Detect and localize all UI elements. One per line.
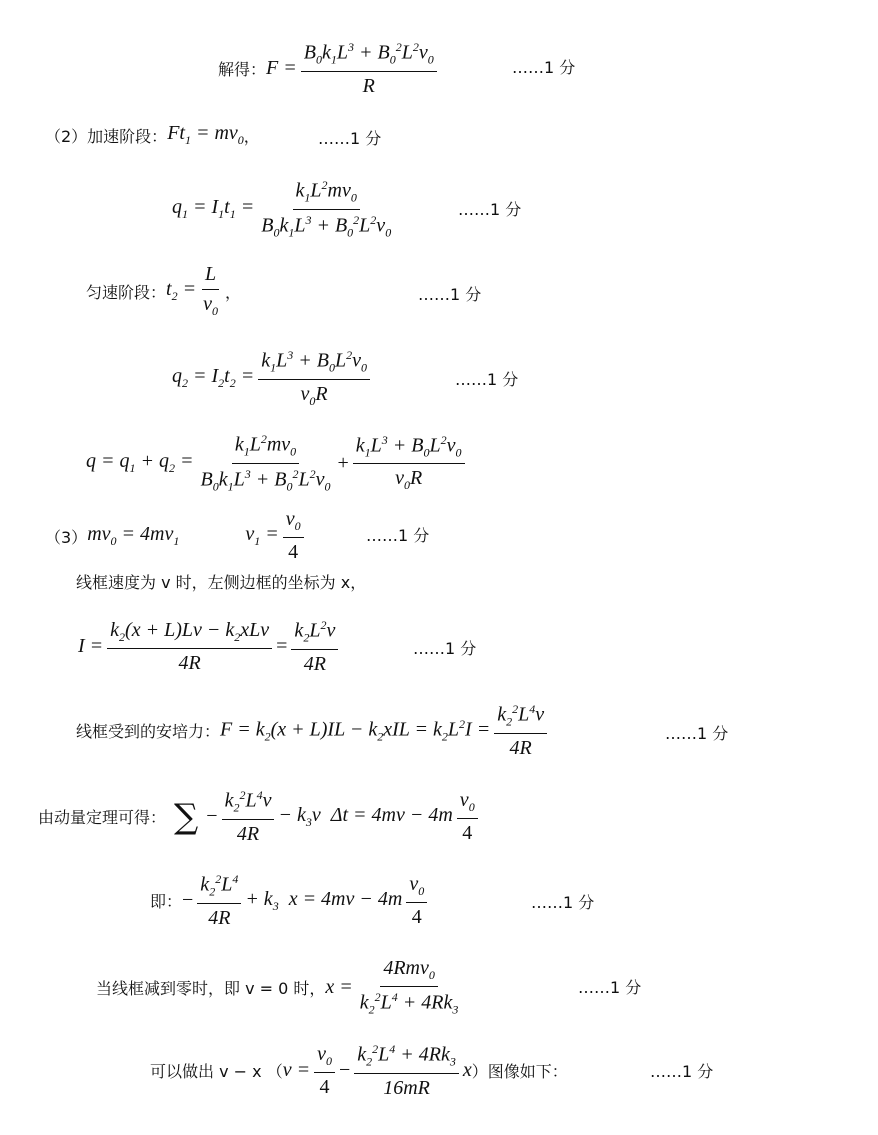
minus: − [182,889,194,912]
formula-b: $v_1$ = [245,523,279,548]
comma: ， [224,282,241,302]
fraction: $\frac{B_0k_1L^3 + B_0^2L^2v_0}{R}$ [301,40,437,98]
label: 即： [150,892,183,912]
fraction: $\frac{k_2^2L^4v}{4R}$ [494,702,547,760]
fraction: $\frac{L}{v_0}$ [203,263,218,318]
formula: $q = q_1 + q_2$ = [86,450,194,476]
eq-line-2 [45,122,260,148]
eq-line-1 [218,40,441,98]
eq-line-14 [150,1042,568,1100]
score-10: ……1 分 [665,724,729,743]
fraction-b: $\frac{k_1L^3 + B_0L^2v_0}{v_0R}$ [353,433,465,494]
formula: + $k_3$ x = 4mv − 4m [245,887,403,913]
score-1: ……1 分 [512,58,576,77]
fraction-a: $\frac{v_0}{4}$ [314,1043,335,1099]
eq-line-12 [150,872,431,930]
label: 匀速阶段： [86,282,167,302]
label: 可以做出 v − x （ [150,1062,283,1082]
score-9: ……1 分 [413,639,477,658]
eq-line-4 [86,263,241,319]
fraction-a: $\frac{k_2^2L^4v}{4R}$ [222,788,275,846]
fraction-a: $\frac{k_2(x + L)Lv - k_2xLv}{4R}$ [107,619,272,675]
fraction: $\frac{k_1L^3 + B_0L^2v_0}{v_0R}$ [258,348,370,409]
formula: $Ft_1 = mv_0$ [167,122,244,147]
eq-line-7 [45,508,308,564]
formula: v = [282,1059,311,1082]
comma: ， [243,126,260,146]
score-5: ……1 分 [455,370,519,389]
eq-line-11 [38,788,482,846]
score-13: ……1 分 [578,978,642,997]
score-2: ……1 分 [318,129,382,148]
fraction-b: $\frac{v_0}{4}$ [406,873,427,929]
label: 当线框减到零时，即 v = 0 时， [96,978,326,998]
fraction: $\frac{4Rmv_0}{k_2^2L^4 + 4Rk_3}$ [359,957,459,1017]
formula: F = [266,57,297,80]
fraction: $\frac{k_1L^2mv_0}{B_0k_1L^3 + B_0^2L^2v_0}$ [261,178,392,240]
plus: + [337,451,349,474]
eq-line-5 [172,348,374,409]
score-4: ……1 分 [418,285,482,304]
fraction-b: $\frac{k_2^2L^4 + 4Rk_3}{16mR}$ [354,1042,459,1100]
score-12: ……1 分 [531,893,595,912]
formula: − $k_3v$ Δt = 4mv − 4m [278,803,453,829]
eq-line-3 [172,178,398,240]
minus: − [338,1059,351,1082]
score-3: ……1 分 [458,200,522,219]
eq-line-10 [76,702,551,760]
equals: = [276,635,288,658]
fraction-a: $\frac{k_1L^2mv_0}{B_0k_1L^3 + B_0^2L^2v_0}$ [200,432,331,494]
label: （3） [45,527,88,547]
formula: x = [325,975,353,998]
label: 解得： [218,60,267,80]
formula: I = [78,635,104,658]
formula: $q_1 = I_1t_1$ = [172,196,255,222]
sum-symbol: ∑ [174,796,199,837]
fraction-a: $\frac{k_2^2L^4}{4R}$ [197,872,241,930]
score-7: ……1 分 [366,526,430,545]
score-14: ……1 分 [650,1062,714,1081]
formula: $F = k_2(x + L)IL - k_2xIL = k_2L^2I$ = [220,717,491,744]
fraction-b: $\frac{v_0}{4}$ [457,789,478,845]
tail: ）图像如下： [471,1062,568,1082]
fraction: $\frac{v_0}{4}$ [283,508,304,564]
formula-a: $mv_0 = 4mv_1$ [87,523,180,548]
formula: $q_2 = I_2t_2$ = [172,365,255,391]
label: 由动量定理可得： [38,808,167,828]
eq-line-13 [96,957,465,1018]
eq-line-9 [78,618,342,676]
label: 线框受到的安培力： [76,722,221,742]
fraction-b: $\frac{k_2L^2v}{4R}$ [291,618,338,676]
eq-line-6 [86,432,469,494]
minus: − [206,805,218,828]
formula: $t_2$ = [166,278,197,303]
label: （2）加速阶段： [45,126,168,146]
eq-line-8: 线框速度为 v 时，左侧边框的坐标为 x， [76,573,367,592]
formula-x: x [462,1059,472,1082]
